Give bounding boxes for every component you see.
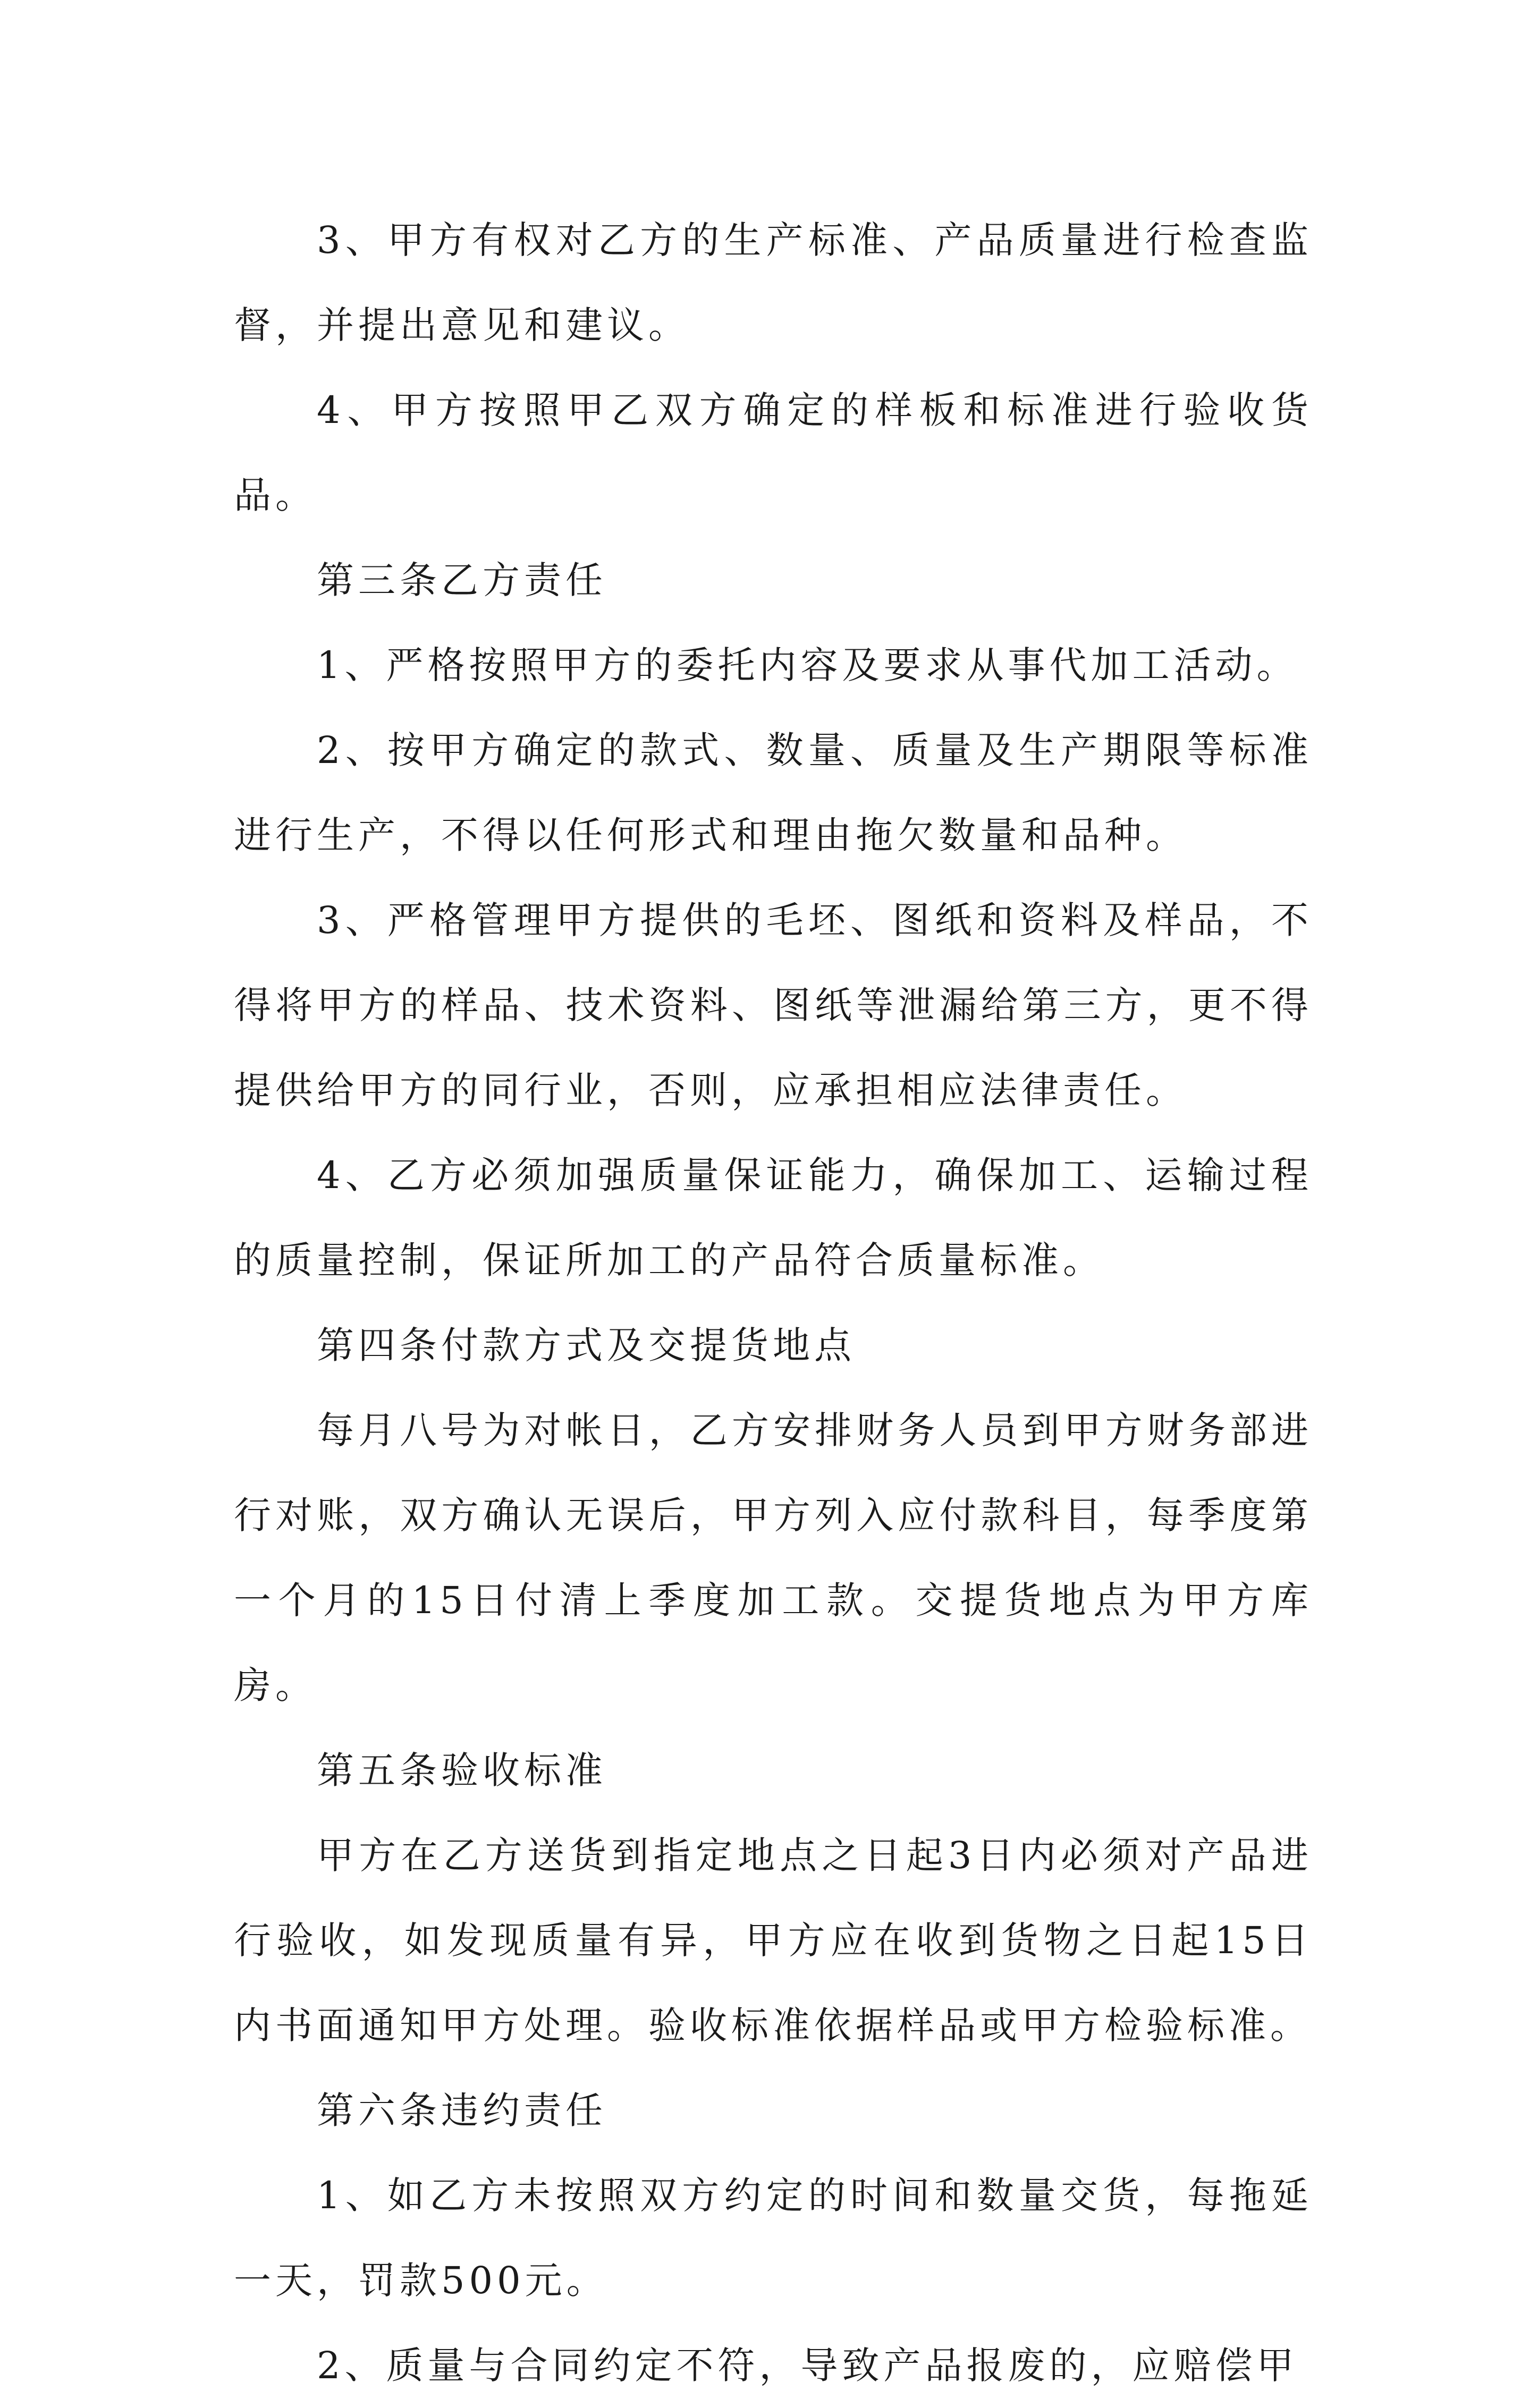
paragraph-clause-5-body: 甲方在乙方送货到指定地点之日起3日内必须对产品进行验收，如发现质量有异，甲方应在收到货物之日起15日内书面通知甲方处理。验收标准依据样品或甲方检验标准。 [234, 1834, 1313, 2047]
heading-clause-5: 第五条验收标准 [317, 1749, 607, 1792]
paragraph-clause-4-body: 每月八号为对帐日，乙方安排财务人员到甲方财务部进行对账，双方确认无误后，甲方列入应付款科目，每季度第一个月的15日付清上季度加工款。交提货地点为甲方库房。 [234, 1409, 1313, 1707]
paragraph-clause-2-item-3: 3、甲方有权对乙方的生产标准、产品质量进行检查监督，并提出意见和建议。 [234, 218, 1313, 347]
paragraph-clause-6-item-2: 2、质量与合同约定不符，导致产品报废的，应赔偿甲 [317, 2344, 1298, 2387]
paragraph-clause-3-item-1: 1、严格按照甲方的委托内容及要求从事代加工活动。 [317, 643, 1298, 687]
paragraph-clause-3-item-3: 3、严格管理甲方提供的毛坯、图纸和资料及样品，不得将甲方的样品、技术资料、图纸等泄漏给第三方，更不得提供给甲方的同行业，否则，应承担相应法律责任。 [234, 898, 1313, 1112]
heading-clause-4: 第四条付款方式及交提货地点 [317, 1324, 856, 1367]
paragraph-clause-2-item-4: 4、甲方按照甲乙双方确定的样板和标准进行验收货品。 [234, 388, 1313, 517]
paragraph-clause-3-item-4: 4、乙方必须加强质量保证能力，确保加工、运输过程的质量控制，保证所加工的产品符合质量标准。 [234, 1154, 1313, 1282]
paragraph-clause-6-item-1: 1、如乙方未按照双方约定的时间和数量交货，每拖延一天，罚款500元。 [234, 2174, 1313, 2302]
heading-clause-3: 第三条乙方责任 [317, 558, 607, 602]
document-body [234, 198, 1313, 2408]
paragraph-clause-3-item-2: 2、按甲方确定的款式、数量、质量及生产期限等标准进行生产，不得以任何形式和理由拖欠数量和品种。 [234, 728, 1313, 857]
heading-clause-6: 第六条违约责任 [317, 2089, 607, 2132]
